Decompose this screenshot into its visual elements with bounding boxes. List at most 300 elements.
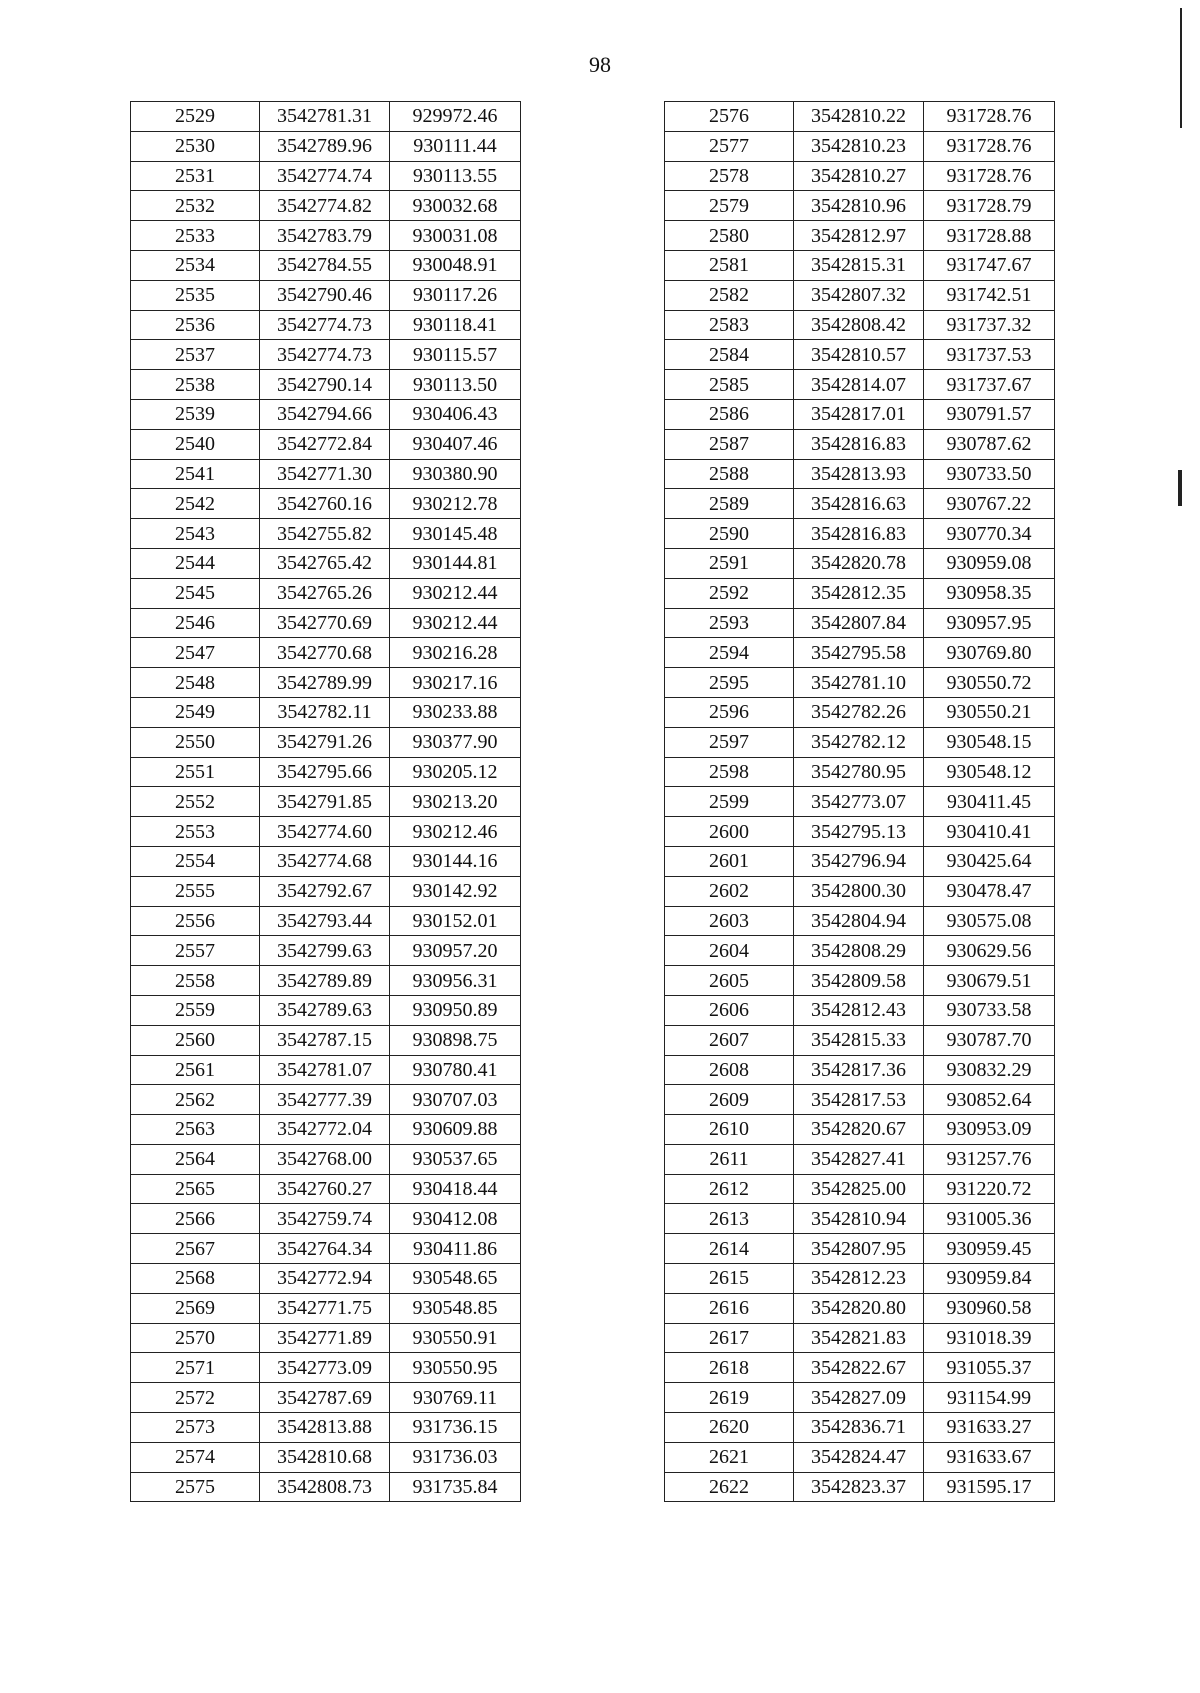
y-coordinate-cell: 931728.88 (924, 221, 1055, 251)
x-coordinate-cell: 3542810.68 (260, 1442, 390, 1472)
y-coordinate-cell: 930111.44 (390, 131, 521, 161)
x-coordinate-cell: 3542789.63 (260, 995, 390, 1025)
point-number-cell: 2556 (131, 906, 260, 936)
y-coordinate-cell: 930212.46 (390, 817, 521, 847)
y-coordinate-cell: 930550.95 (390, 1353, 521, 1383)
y-coordinate-cell: 930958.35 (924, 578, 1055, 608)
y-coordinate-cell: 930411.45 (924, 787, 1055, 817)
table-row (131, 608, 521, 638)
y-coordinate-cell: 930113.55 (390, 161, 521, 191)
x-coordinate-cell: 3542817.01 (794, 399, 924, 429)
x-coordinate-cell: 3542820.67 (794, 1115, 924, 1145)
y-coordinate-cell: 930550.91 (390, 1323, 521, 1353)
x-coordinate-cell: 3542799.63 (260, 936, 390, 966)
point-number-cell: 2570 (131, 1323, 260, 1353)
table-row (131, 310, 521, 340)
point-number-cell: 2590 (665, 519, 794, 549)
point-number-cell: 2603 (665, 906, 794, 936)
table-row (131, 936, 521, 966)
x-coordinate-cell: 3542820.78 (794, 548, 924, 578)
y-coordinate-cell: 930115.57 (390, 340, 521, 370)
x-coordinate-cell: 3542759.74 (260, 1204, 390, 1234)
x-coordinate-cell: 3542764.34 (260, 1234, 390, 1264)
x-coordinate-cell: 3542781.10 (794, 668, 924, 698)
table-row (665, 459, 1055, 489)
table-row (665, 161, 1055, 191)
x-coordinate-cell: 3542773.09 (260, 1353, 390, 1383)
y-coordinate-cell: 931154.99 (924, 1383, 1055, 1413)
x-coordinate-cell: 3542770.68 (260, 638, 390, 668)
point-number-cell: 2599 (665, 787, 794, 817)
y-coordinate-cell: 930609.88 (390, 1115, 521, 1145)
point-number-cell: 2555 (131, 876, 260, 906)
x-coordinate-cell: 3542782.11 (260, 697, 390, 727)
point-number-cell: 2566 (131, 1204, 260, 1234)
y-coordinate-cell: 931742.51 (924, 280, 1055, 310)
point-number-cell: 2544 (131, 548, 260, 578)
point-number-cell: 2529 (131, 102, 260, 132)
point-number-cell: 2546 (131, 608, 260, 638)
y-coordinate-cell: 931633.27 (924, 1413, 1055, 1443)
x-coordinate-cell: 3542808.73 (260, 1472, 390, 1502)
point-number-cell: 2596 (665, 697, 794, 727)
x-coordinate-cell: 3542812.23 (794, 1264, 924, 1294)
table-row (131, 191, 521, 221)
y-coordinate-cell: 931728.76 (924, 102, 1055, 132)
point-number-cell: 2612 (665, 1174, 794, 1204)
table-row (665, 548, 1055, 578)
x-coordinate-cell: 3542784.55 (260, 250, 390, 280)
point-number-cell: 2614 (665, 1234, 794, 1264)
y-coordinate-cell: 930118.41 (390, 310, 521, 340)
y-coordinate-cell: 930548.65 (390, 1264, 521, 1294)
table-row (665, 1204, 1055, 1234)
point-number-cell: 2548 (131, 668, 260, 698)
table-row (665, 489, 1055, 519)
y-coordinate-cell: 931595.17 (924, 1472, 1055, 1502)
y-coordinate-cell: 930787.62 (924, 429, 1055, 459)
point-number-cell: 2558 (131, 966, 260, 996)
x-coordinate-cell: 3542768.00 (260, 1144, 390, 1174)
table-row (131, 1174, 521, 1204)
point-number-cell: 2534 (131, 250, 260, 280)
table-row (131, 578, 521, 608)
table-row (131, 757, 521, 787)
point-number-cell: 2615 (665, 1264, 794, 1294)
point-number-cell: 2567 (131, 1234, 260, 1264)
x-coordinate-cell: 3542812.35 (794, 578, 924, 608)
table-row (665, 697, 1055, 727)
y-coordinate-cell: 930953.09 (924, 1115, 1055, 1145)
x-coordinate-cell: 3542817.36 (794, 1055, 924, 1085)
table-row (131, 697, 521, 727)
x-coordinate-cell: 3542792.67 (260, 876, 390, 906)
x-coordinate-cell: 3542825.00 (794, 1174, 924, 1204)
y-coordinate-cell: 930212.44 (390, 578, 521, 608)
point-number-cell: 2542 (131, 489, 260, 519)
x-coordinate-cell: 3542772.04 (260, 1115, 390, 1145)
table-row (131, 519, 521, 549)
y-coordinate-cell: 931728.79 (924, 191, 1055, 221)
x-coordinate-cell: 3542772.84 (260, 429, 390, 459)
y-coordinate-cell: 930142.92 (390, 876, 521, 906)
point-number-cell: 2587 (665, 429, 794, 459)
y-coordinate-cell: 930959.45 (924, 1234, 1055, 1264)
x-coordinate-cell: 3542808.29 (794, 936, 924, 966)
point-number-cell: 2595 (665, 668, 794, 698)
table-row (131, 1055, 521, 1085)
point-number-cell: 2549 (131, 697, 260, 727)
point-number-cell: 2545 (131, 578, 260, 608)
scan-edge-mark (1178, 470, 1182, 506)
y-coordinate-cell: 931633.67 (924, 1442, 1055, 1472)
x-coordinate-cell: 3542813.93 (794, 459, 924, 489)
y-coordinate-cell: 930575.08 (924, 906, 1055, 936)
table-row (131, 966, 521, 996)
table-row (665, 638, 1055, 668)
y-coordinate-cell: 930152.01 (390, 906, 521, 936)
y-coordinate-cell: 930548.12 (924, 757, 1055, 787)
y-coordinate-cell: 930117.26 (390, 280, 521, 310)
y-coordinate-cell: 931728.76 (924, 161, 1055, 191)
y-coordinate-cell: 930767.22 (924, 489, 1055, 519)
x-coordinate-cell: 3542772.94 (260, 1264, 390, 1294)
x-coordinate-cell: 3542774.73 (260, 340, 390, 370)
table-row (131, 1204, 521, 1234)
table-row (665, 846, 1055, 876)
point-number-cell: 2551 (131, 757, 260, 787)
point-number-cell: 2560 (131, 1025, 260, 1055)
page-number: 98 (589, 52, 611, 77)
x-coordinate-cell: 3542781.07 (260, 1055, 390, 1085)
y-coordinate-cell: 930629.56 (924, 936, 1055, 966)
y-coordinate-cell: 930418.44 (390, 1174, 521, 1204)
table-row (665, 757, 1055, 787)
y-coordinate-cell: 930144.81 (390, 548, 521, 578)
x-coordinate-cell: 3542810.57 (794, 340, 924, 370)
y-coordinate-cell: 931055.37 (924, 1353, 1055, 1383)
table-row (131, 995, 521, 1025)
x-coordinate-cell: 3542810.22 (794, 102, 924, 132)
y-coordinate-cell: 930425.64 (924, 846, 1055, 876)
table-row (665, 966, 1055, 996)
y-coordinate-cell: 930550.72 (924, 668, 1055, 698)
x-coordinate-cell: 3542827.41 (794, 1144, 924, 1174)
x-coordinate-cell: 3542807.95 (794, 1234, 924, 1264)
table-row (131, 1353, 521, 1383)
table-row (665, 429, 1055, 459)
x-coordinate-cell: 3542781.31 (260, 102, 390, 132)
point-number-cell: 2577 (665, 131, 794, 161)
table-row (131, 1085, 521, 1115)
y-coordinate-cell: 931737.53 (924, 340, 1055, 370)
y-coordinate-cell: 931220.72 (924, 1174, 1055, 1204)
x-coordinate-cell: 3542817.53 (794, 1085, 924, 1115)
y-coordinate-cell: 930769.80 (924, 638, 1055, 668)
x-coordinate-cell: 3542755.82 (260, 519, 390, 549)
table-row (665, 1234, 1055, 1264)
y-coordinate-cell: 930213.20 (390, 787, 521, 817)
point-number-cell: 2598 (665, 757, 794, 787)
table-row (665, 1085, 1055, 1115)
table-row (131, 668, 521, 698)
point-number-cell: 2563 (131, 1115, 260, 1145)
point-number-cell: 2588 (665, 459, 794, 489)
x-coordinate-cell: 3542815.33 (794, 1025, 924, 1055)
table-row (665, 191, 1055, 221)
table-row (665, 280, 1055, 310)
x-coordinate-cell: 3542822.67 (794, 1353, 924, 1383)
point-number-cell: 2622 (665, 1472, 794, 1502)
point-number-cell: 2573 (131, 1413, 260, 1443)
point-number-cell: 2607 (665, 1025, 794, 1055)
x-coordinate-cell: 3542836.71 (794, 1413, 924, 1443)
point-number-cell: 2619 (665, 1383, 794, 1413)
y-coordinate-cell: 930707.03 (390, 1085, 521, 1115)
table-row (131, 1025, 521, 1055)
table-row (665, 1413, 1055, 1443)
point-number-cell: 2583 (665, 310, 794, 340)
point-number-cell: 2562 (131, 1085, 260, 1115)
table-row (131, 906, 521, 936)
y-coordinate-cell: 930950.89 (390, 995, 521, 1025)
y-coordinate-cell: 930550.21 (924, 697, 1055, 727)
y-coordinate-cell: 930537.65 (390, 1144, 521, 1174)
y-coordinate-cell: 931005.36 (924, 1204, 1055, 1234)
table-row (665, 1323, 1055, 1353)
y-coordinate-cell: 931257.76 (924, 1144, 1055, 1174)
y-coordinate-cell: 930212.44 (390, 608, 521, 638)
table-row (665, 1055, 1055, 1085)
x-coordinate-cell: 3542773.07 (794, 787, 924, 817)
x-coordinate-cell: 3542791.26 (260, 727, 390, 757)
table-row (131, 459, 521, 489)
table-row (665, 1144, 1055, 1174)
y-coordinate-cell: 930548.15 (924, 727, 1055, 757)
point-number-cell: 2554 (131, 846, 260, 876)
table-row (665, 310, 1055, 340)
table-row (131, 399, 521, 429)
y-coordinate-cell: 930233.88 (390, 697, 521, 727)
table-row (665, 876, 1055, 906)
y-coordinate-cell: 930770.34 (924, 519, 1055, 549)
table-row (665, 131, 1055, 161)
table-row (131, 846, 521, 876)
table-row (665, 668, 1055, 698)
table-row (665, 1472, 1055, 1502)
x-coordinate-cell: 3542813.88 (260, 1413, 390, 1443)
x-coordinate-cell: 3542787.15 (260, 1025, 390, 1055)
x-coordinate-cell: 3542816.63 (794, 489, 924, 519)
point-number-cell: 2569 (131, 1293, 260, 1323)
x-coordinate-cell: 3542790.14 (260, 370, 390, 400)
table-row (665, 340, 1055, 370)
y-coordinate-cell: 930787.70 (924, 1025, 1055, 1055)
x-coordinate-cell: 3542774.73 (260, 310, 390, 340)
x-coordinate-cell: 3542823.37 (794, 1472, 924, 1502)
y-coordinate-cell: 930412.08 (390, 1204, 521, 1234)
y-coordinate-cell: 930048.91 (390, 250, 521, 280)
x-coordinate-cell: 3542789.99 (260, 668, 390, 698)
table-row (131, 817, 521, 847)
table-row (131, 1413, 521, 1443)
table-row (665, 399, 1055, 429)
table-row (665, 370, 1055, 400)
y-coordinate-cell: 930959.84 (924, 1264, 1055, 1294)
x-coordinate-cell: 3542789.96 (260, 131, 390, 161)
point-number-cell: 2568 (131, 1264, 260, 1294)
point-number-cell: 2620 (665, 1413, 794, 1443)
x-coordinate-cell: 3542796.94 (794, 846, 924, 876)
point-number-cell: 2565 (131, 1174, 260, 1204)
table-row (665, 1383, 1055, 1413)
y-coordinate-cell: 931736.03 (390, 1442, 521, 1472)
point-number-cell: 2575 (131, 1472, 260, 1502)
point-number-cell: 2582 (665, 280, 794, 310)
y-coordinate-cell: 930780.41 (390, 1055, 521, 1085)
y-coordinate-cell: 930031.08 (390, 221, 521, 251)
x-coordinate-cell: 3542809.58 (794, 966, 924, 996)
point-number-cell: 2571 (131, 1353, 260, 1383)
point-number-cell: 2543 (131, 519, 260, 549)
x-coordinate-cell: 3542810.94 (794, 1204, 924, 1234)
x-coordinate-cell: 3542771.30 (260, 459, 390, 489)
point-number-cell: 2616 (665, 1293, 794, 1323)
x-coordinate-cell: 3542810.27 (794, 161, 924, 191)
table-row (131, 370, 521, 400)
point-number-cell: 2617 (665, 1323, 794, 1353)
x-coordinate-cell: 3542777.39 (260, 1085, 390, 1115)
x-coordinate-cell: 3542795.13 (794, 817, 924, 847)
point-number-cell: 2572 (131, 1383, 260, 1413)
y-coordinate-cell: 930852.64 (924, 1085, 1055, 1115)
table-row (131, 548, 521, 578)
y-coordinate-cell: 930410.41 (924, 817, 1055, 847)
table-row (131, 1293, 521, 1323)
point-number-cell: 2552 (131, 787, 260, 817)
point-number-cell: 2600 (665, 817, 794, 847)
point-number-cell: 2585 (665, 370, 794, 400)
x-coordinate-cell: 3542807.32 (794, 280, 924, 310)
y-coordinate-cell: 930679.51 (924, 966, 1055, 996)
table-row (665, 250, 1055, 280)
table-row (131, 340, 521, 370)
table-row (665, 1353, 1055, 1383)
point-number-cell: 2547 (131, 638, 260, 668)
x-coordinate-cell: 3542782.12 (794, 727, 924, 757)
table-row (665, 1293, 1055, 1323)
point-number-cell: 2594 (665, 638, 794, 668)
point-number-cell: 2553 (131, 817, 260, 847)
point-number-cell: 2559 (131, 995, 260, 1025)
y-coordinate-cell: 930144.16 (390, 846, 521, 876)
x-coordinate-cell: 3542790.46 (260, 280, 390, 310)
point-number-cell: 2541 (131, 459, 260, 489)
x-coordinate-cell: 3542810.23 (794, 131, 924, 161)
x-coordinate-cell: 3542783.79 (260, 221, 390, 251)
y-coordinate-cell: 931736.15 (390, 1413, 521, 1443)
table-row (665, 1174, 1055, 1204)
y-coordinate-cell: 929972.46 (390, 102, 521, 132)
x-coordinate-cell: 3542812.43 (794, 995, 924, 1025)
table-row (665, 1442, 1055, 1472)
point-number-cell: 2579 (665, 191, 794, 221)
y-coordinate-cell: 930769.11 (390, 1383, 521, 1413)
table-row (665, 1025, 1055, 1055)
point-number-cell: 2532 (131, 191, 260, 221)
y-coordinate-cell: 931735.84 (390, 1472, 521, 1502)
table-row (131, 102, 521, 132)
x-coordinate-cell: 3542765.42 (260, 548, 390, 578)
x-coordinate-cell: 3542816.83 (794, 519, 924, 549)
table-row (131, 787, 521, 817)
point-number-cell: 2581 (665, 250, 794, 280)
table-row (131, 1323, 521, 1353)
coordinate-table-left (130, 101, 521, 1502)
coordinate-table-right (664, 101, 1055, 1502)
y-coordinate-cell: 930548.85 (390, 1293, 521, 1323)
point-number-cell: 2610 (665, 1115, 794, 1145)
y-coordinate-cell: 930205.12 (390, 757, 521, 787)
y-coordinate-cell: 930217.16 (390, 668, 521, 698)
x-coordinate-cell: 3542774.74 (260, 161, 390, 191)
x-coordinate-cell: 3542807.84 (794, 608, 924, 638)
x-coordinate-cell: 3542794.66 (260, 399, 390, 429)
x-coordinate-cell: 3542765.26 (260, 578, 390, 608)
point-number-cell: 2574 (131, 1442, 260, 1472)
point-number-cell: 2576 (665, 102, 794, 132)
point-number-cell: 2593 (665, 608, 794, 638)
x-coordinate-cell: 3542821.83 (794, 1323, 924, 1353)
scan-edge-line (1180, 8, 1182, 128)
point-number-cell: 2537 (131, 340, 260, 370)
x-coordinate-cell: 3542804.94 (794, 906, 924, 936)
table-row (131, 131, 521, 161)
y-coordinate-cell: 930380.90 (390, 459, 521, 489)
point-number-cell: 2606 (665, 995, 794, 1025)
point-number-cell: 2584 (665, 340, 794, 370)
x-coordinate-cell: 3542808.42 (794, 310, 924, 340)
y-coordinate-cell: 931747.67 (924, 250, 1055, 280)
point-number-cell: 2611 (665, 1144, 794, 1174)
y-coordinate-cell: 930959.08 (924, 548, 1055, 578)
x-coordinate-cell: 3542774.68 (260, 846, 390, 876)
table-row (131, 1472, 521, 1502)
y-coordinate-cell: 930216.28 (390, 638, 521, 668)
x-coordinate-cell: 3542827.09 (794, 1383, 924, 1413)
x-coordinate-cell: 3542816.83 (794, 429, 924, 459)
table-row (131, 1115, 521, 1145)
point-number-cell: 2604 (665, 936, 794, 966)
x-coordinate-cell: 3542820.80 (794, 1293, 924, 1323)
y-coordinate-cell: 931737.32 (924, 310, 1055, 340)
table-row (665, 1115, 1055, 1145)
x-coordinate-cell: 3542814.07 (794, 370, 924, 400)
point-number-cell: 2535 (131, 280, 260, 310)
x-coordinate-cell: 3542789.89 (260, 966, 390, 996)
table-row (131, 727, 521, 757)
x-coordinate-cell: 3542770.69 (260, 608, 390, 638)
table-row (665, 578, 1055, 608)
point-number-cell: 2536 (131, 310, 260, 340)
table-row (131, 1383, 521, 1413)
table-row (131, 161, 521, 191)
point-number-cell: 2561 (131, 1055, 260, 1085)
x-coordinate-cell: 3542782.26 (794, 697, 924, 727)
point-number-cell: 2580 (665, 221, 794, 251)
y-coordinate-cell: 930478.47 (924, 876, 1055, 906)
table-row (665, 727, 1055, 757)
